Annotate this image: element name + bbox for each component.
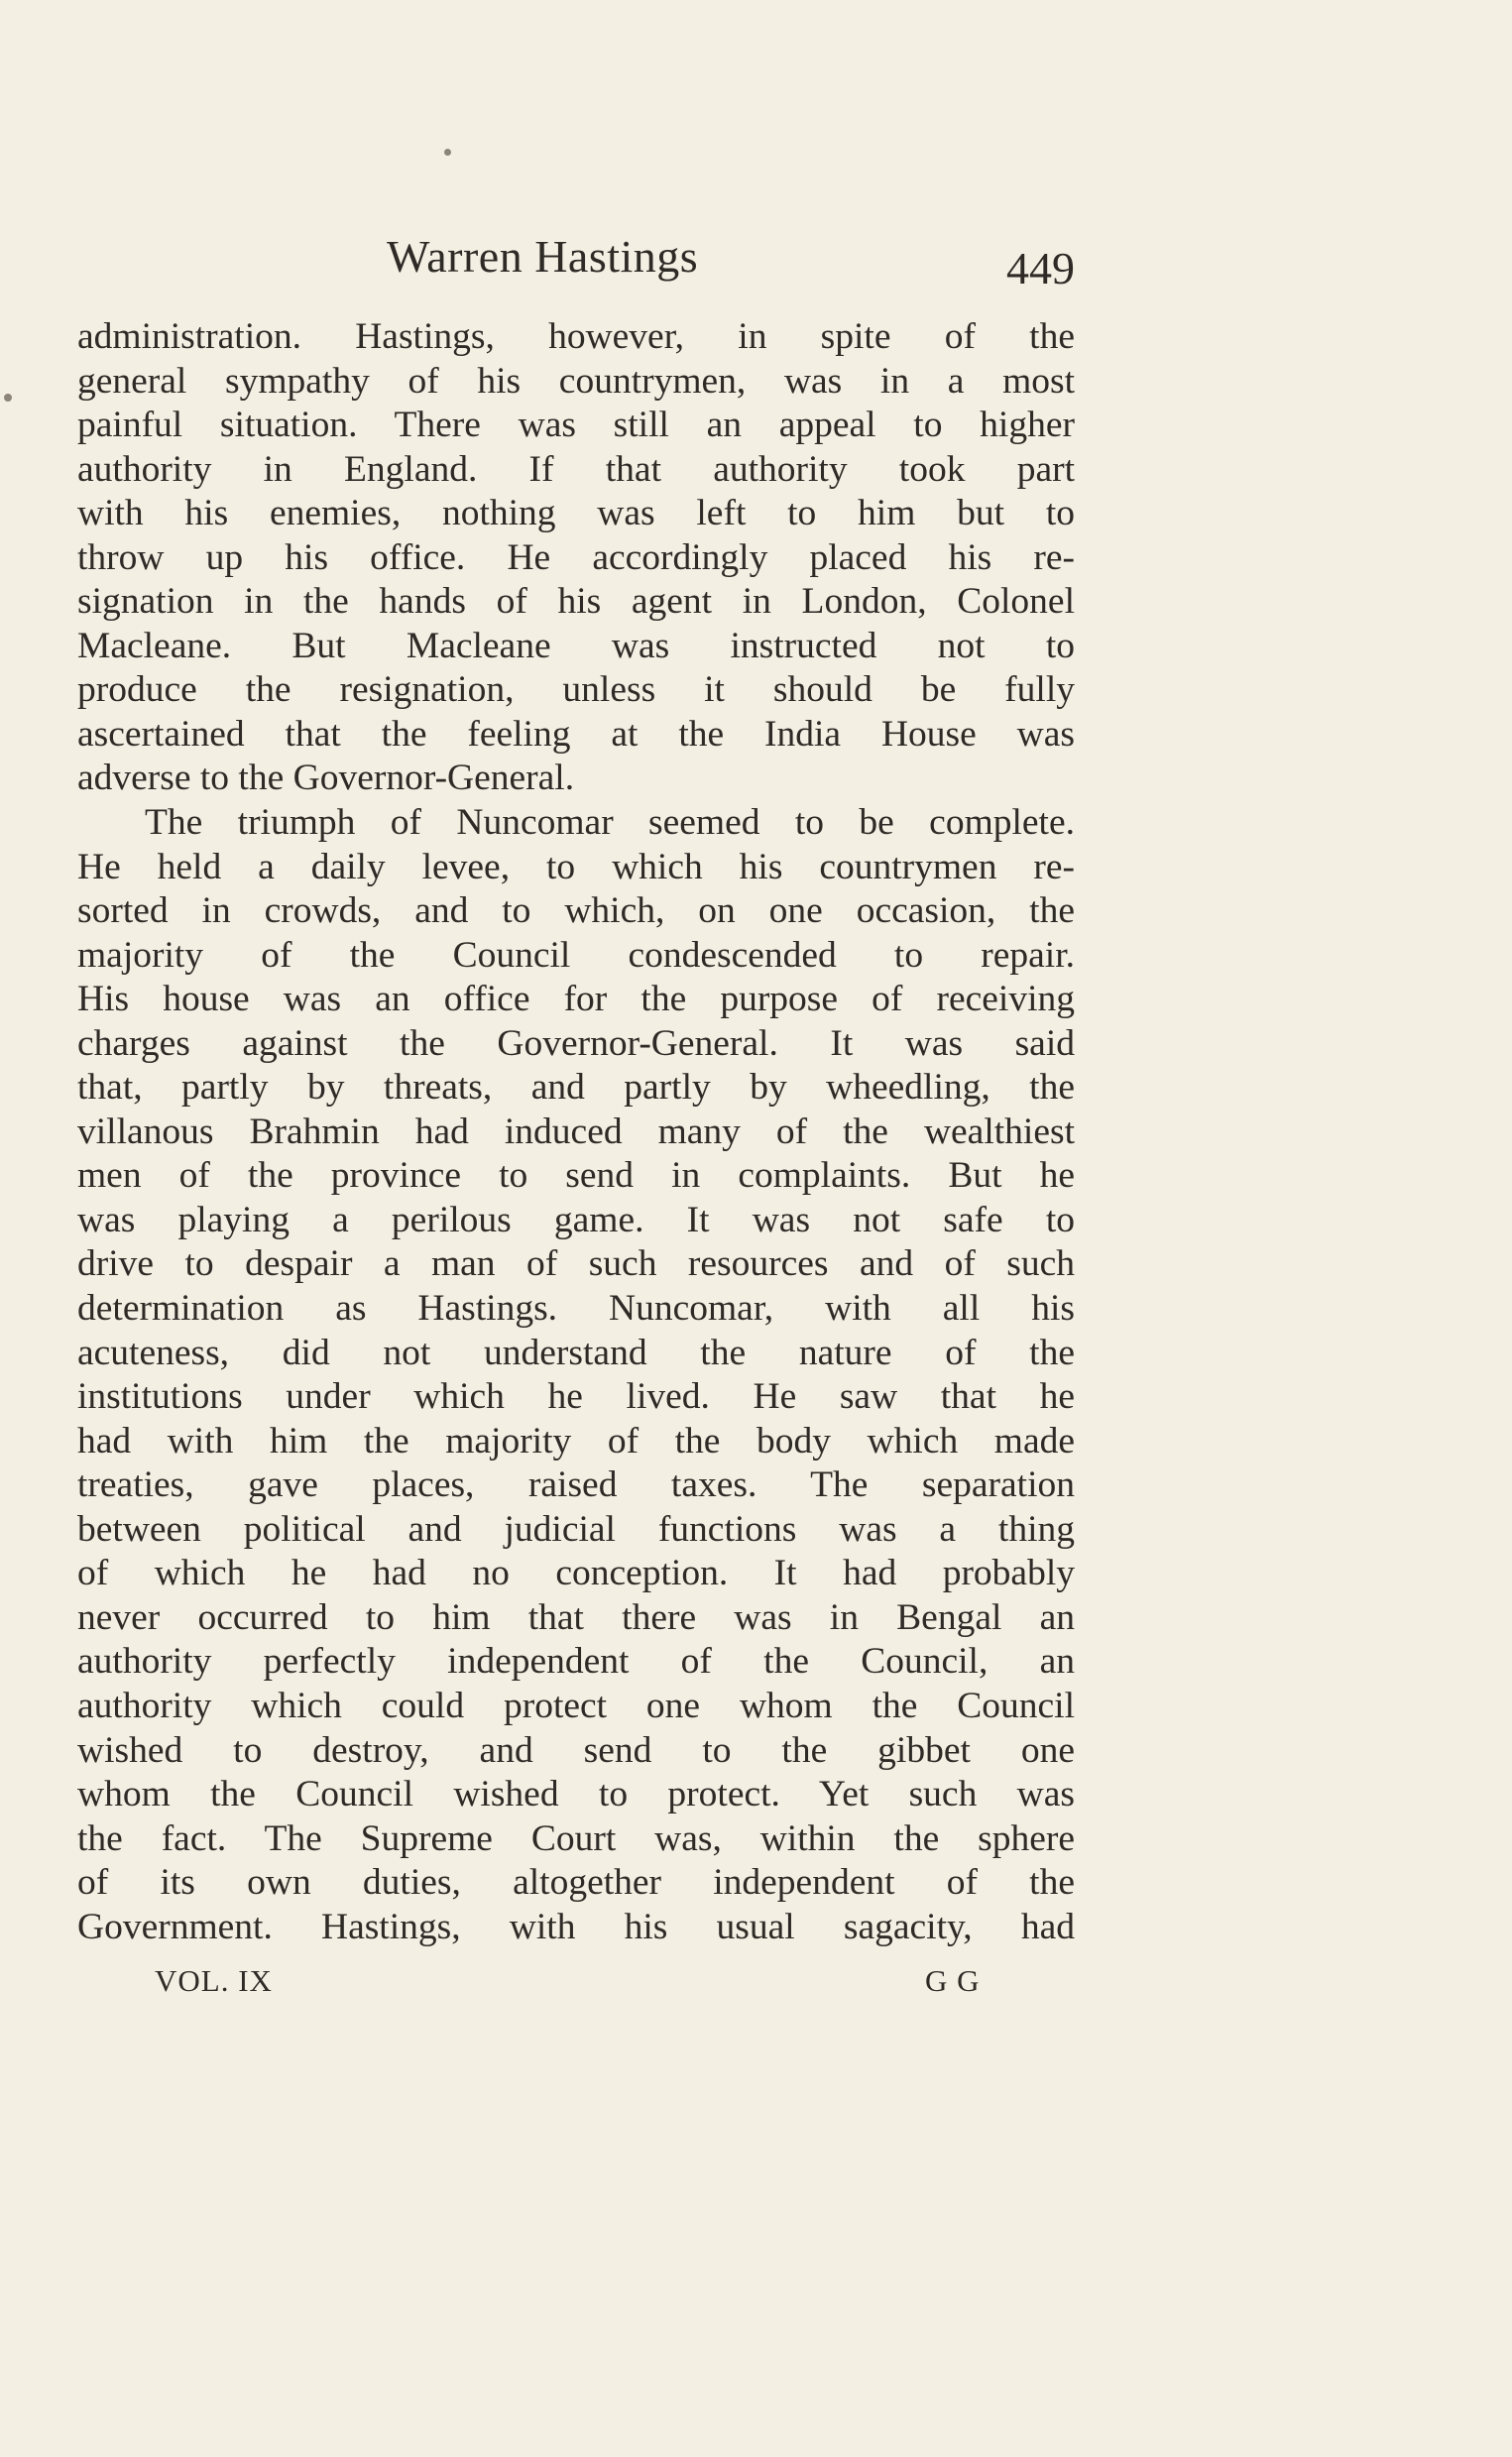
text-line: administration. Hastings, however, in spite of the bbox=[77, 316, 1075, 357]
text-line: painful situation. There was still an appeal to higher bbox=[77, 405, 1075, 446]
text-line: drive to despair a man of such resources and of such bbox=[77, 1243, 1075, 1285]
page-footer bbox=[77, 1963, 1075, 2013]
text-line: that, partly by threats, and partly by wheedling, the bbox=[77, 1067, 1075, 1109]
body-text bbox=[77, 315, 1075, 1949]
text-line: His house was an office for the purpose of receiving bbox=[77, 979, 1075, 1020]
text-line: authority which could protect one whom the Council bbox=[77, 1685, 1075, 1726]
paragraph-first-line: The triumph of Nuncomar seemed to be complete. bbox=[145, 802, 1075, 844]
text-line: Macleane. But Macleane was instructed not to bbox=[77, 625, 1075, 666]
text-line: never occurred to him that there was in Bengal an bbox=[77, 1596, 1075, 1638]
text-line: was playing a perilous game. It was not safe to bbox=[77, 1199, 1075, 1240]
text-line: signation in the hands of his agent in London, Colonel bbox=[77, 581, 1075, 623]
text-line: sorted in crowds, and to which, on one occasion, the bbox=[77, 890, 1075, 932]
page-number: 449 bbox=[1006, 243, 1075, 293]
paper-speck bbox=[4, 394, 12, 402]
paper-speck bbox=[444, 149, 451, 156]
text-line: men of the province to send in complaints. But he bbox=[77, 1155, 1075, 1197]
running-head bbox=[77, 224, 1075, 293]
text-line: produce the resignation, unless it should be fully bbox=[77, 669, 1075, 711]
running-title: Warren Hastings bbox=[387, 231, 699, 282]
text-line: wished to destroy, and send to the gibbet one bbox=[77, 1729, 1075, 1771]
text-line: with his enemies, nothing was left to him but to bbox=[77, 493, 1075, 534]
text-line: general sympathy of his countrymen, was in a most bbox=[77, 360, 1075, 402]
signature-mark: G G bbox=[925, 1963, 981, 1998]
text-line: treaties, gave places, raised taxes. The separation bbox=[77, 1464, 1075, 1506]
text-line: He held a daily levee, to which his countrymen re- bbox=[77, 846, 1075, 887]
text-line: between political and judicial functions was a thing bbox=[77, 1508, 1075, 1550]
text-line: authority in England. If that authority took part bbox=[77, 448, 1075, 490]
text-line: whom the Council wished to protect. Yet such was bbox=[77, 1774, 1075, 1815]
text-line: majority of the Council condescended to repair. bbox=[77, 934, 1075, 976]
text-line: had with him the majority of the body which made bbox=[77, 1420, 1075, 1462]
text-line: institutions under which he lived. He saw that he bbox=[77, 1376, 1075, 1418]
paragraph-end-line: adverse to the Governor-General. bbox=[77, 758, 575, 799]
text-line: of its own duties, altogether independent of the bbox=[77, 1862, 1075, 1904]
text-line: charges against the Governor-General. It was said bbox=[77, 1022, 1075, 1064]
text-line: throw up his office. He accordingly placed his re- bbox=[77, 536, 1075, 578]
text-line: acuteness, did not understand the nature of the bbox=[77, 1332, 1075, 1373]
text-line: Government. Hastings, with his usual sagacity, had bbox=[77, 1906, 1075, 1947]
text-line: the fact. The Supreme Court was, within the sphere bbox=[77, 1817, 1075, 1859]
text-line: of which he had no conception. It had probably bbox=[77, 1553, 1075, 1594]
text-line: determination as Hastings. Nuncomar, with all his bbox=[77, 1288, 1075, 1330]
text-line: villanous Brahmin had induced many of the wealthiest bbox=[77, 1111, 1075, 1152]
text-line: ascertained that the feeling at the India House was bbox=[77, 713, 1075, 755]
text-line: authority perfectly independent of the Council, an bbox=[77, 1641, 1075, 1683]
volume-label: VOL. IX bbox=[155, 1963, 273, 1998]
